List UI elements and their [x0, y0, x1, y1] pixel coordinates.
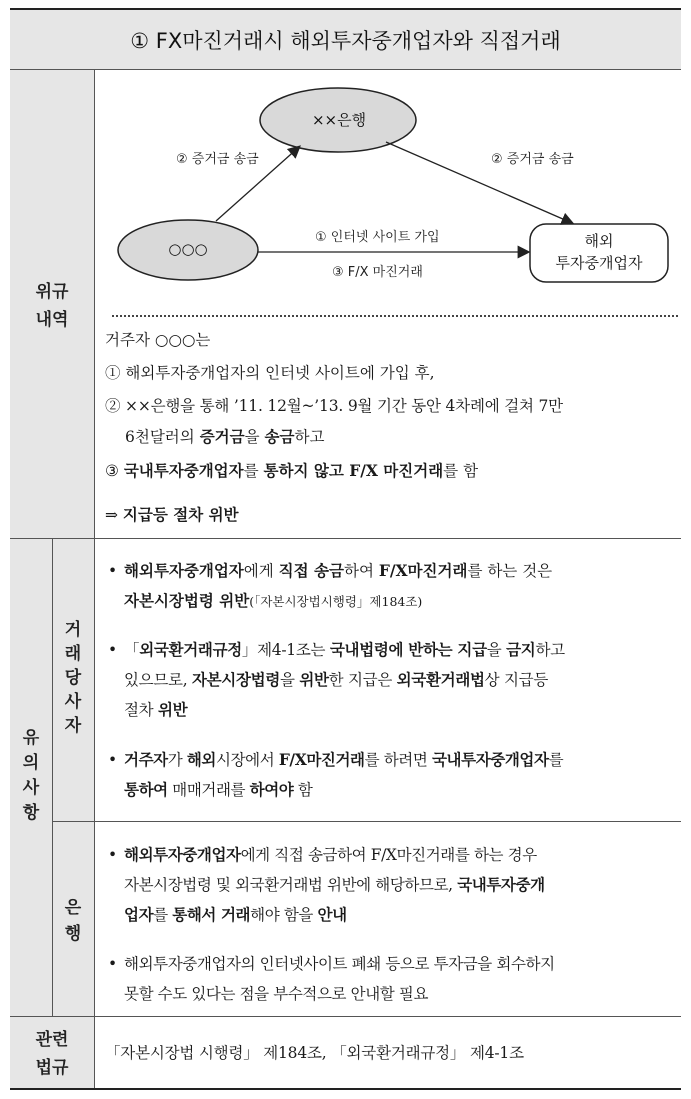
bottom-border — [10, 1088, 681, 1090]
row-divider-1 — [10, 538, 681, 539]
label-deposit-1: ② 증거금 송금 — [176, 152, 259, 167]
violation-conclusion: ⇒ 지급등 절차 위반 — [105, 505, 239, 524]
label-fx-trade: ③ F/X 마진거래 — [332, 265, 423, 280]
party-label-char-5: 자 — [64, 716, 82, 736]
label-deposit-2: ② 증거금 송금 — [491, 152, 574, 167]
row-divider-2 — [52, 821, 681, 822]
violation-line-4: 6천달러의 증거금을 송금하고 — [125, 427, 325, 446]
bank-label-char-2: 행 — [64, 924, 82, 944]
label-divider — [94, 70, 95, 1089]
violation-label-line1: 위규 — [35, 282, 69, 302]
bank-bullet-1: • 해외투자중개업자에게 직접 송금하여 F/X마진거래를 하는 경우 자본시장법령 및 외국환거래법 위반에 해당하므로, 국내투자중개 업자를 통해서 거래해야 함을 안내 — [108, 845, 545, 924]
notes-inner-divider — [52, 538, 53, 1016]
violation-label-line2: 내역 — [35, 310, 69, 330]
party-bullet-3: • 거주자가 해외시장에서 F/X마진거래를 하려면 국내투자중개업자를 통하여 매매거래를 하여야 함 — [108, 750, 564, 799]
violation-line-3: ② ××은행을 통해 ’11. 12월~’13. 9월 기간 동안 4차례에 걸쳐 7만 — [105, 397, 563, 415]
party-bullet-1: • 해외투자중개업자에게 직접 송금하여 F/X마진거래를 하는 것은 자본시장법령 위반(「자본시장법시행령」제184조) — [108, 561, 553, 610]
party-label-char-3: 당 — [64, 668, 82, 688]
bank-bullet-2: • 해외투자중개업자의 인터넷사이트 폐쇄 등으로 투자금을 회수하지 못할 수도 있다는 점을 부수적으로 안내할 필요 — [108, 955, 555, 1003]
row-divider-3 — [10, 1016, 681, 1017]
label-join-site: ① 인터넷 사이트 가입 — [315, 230, 440, 245]
dotted-divider — [112, 315, 678, 317]
party-label-char-4: 사 — [64, 692, 82, 712]
violation-line-1: 거주자 ○○○는 — [105, 331, 211, 349]
violation-label-cell — [10, 70, 94, 538]
person-node-label: ○○○ — [168, 240, 208, 258]
broker-node-label-line1: 해외 — [584, 232, 614, 250]
party-bullet-2: • 「외국환거래규정」제4-1조는 국내법령에 반하는 지급을 금지하고 있으므로, 자본시장법령을 위반한 지급은 외국환거래법상 지급등 절차 위반 — [108, 640, 565, 719]
notes-label-cell — [10, 538, 52, 1016]
party-label-cell — [52, 538, 94, 821]
bank-label-char-1: 은 — [64, 898, 82, 918]
document-table — [10, 8, 681, 1090]
related-law-text: 「자본시장법 시행령」 제184조, 「외국환거래규정」 제4-1조 — [105, 1044, 524, 1062]
notes-label-char-3: 사 — [22, 778, 40, 798]
bank-node-label: ××은행 — [311, 111, 367, 129]
violation-line-2: ① 해외투자중개업자의 인터넷 사이트에 가입 후, — [105, 364, 435, 382]
notes-label-char-2: 의 — [22, 753, 40, 773]
bank-label-cell — [52, 821, 94, 1016]
violation-line-5: ③ 국내투자중개업자를 통하지 않고 F/X 마진거래를 함 — [105, 461, 479, 480]
party-label-char-2: 래 — [64, 644, 82, 664]
law-label-cell — [10, 1016, 94, 1089]
page-title: ① FX마진거래시 해외투자중개업자와 직접거래 — [10, 8, 681, 70]
notes-label-char-4: 항 — [22, 803, 40, 823]
broker-node-label-line2: 투자중개업자 — [555, 254, 643, 272]
law-label-line1: 관련 — [35, 1030, 69, 1050]
party-label-char-1: 거 — [64, 620, 82, 640]
notes-label-char-1: 유 — [22, 728, 40, 748]
law-label-line2: 법규 — [35, 1058, 69, 1078]
